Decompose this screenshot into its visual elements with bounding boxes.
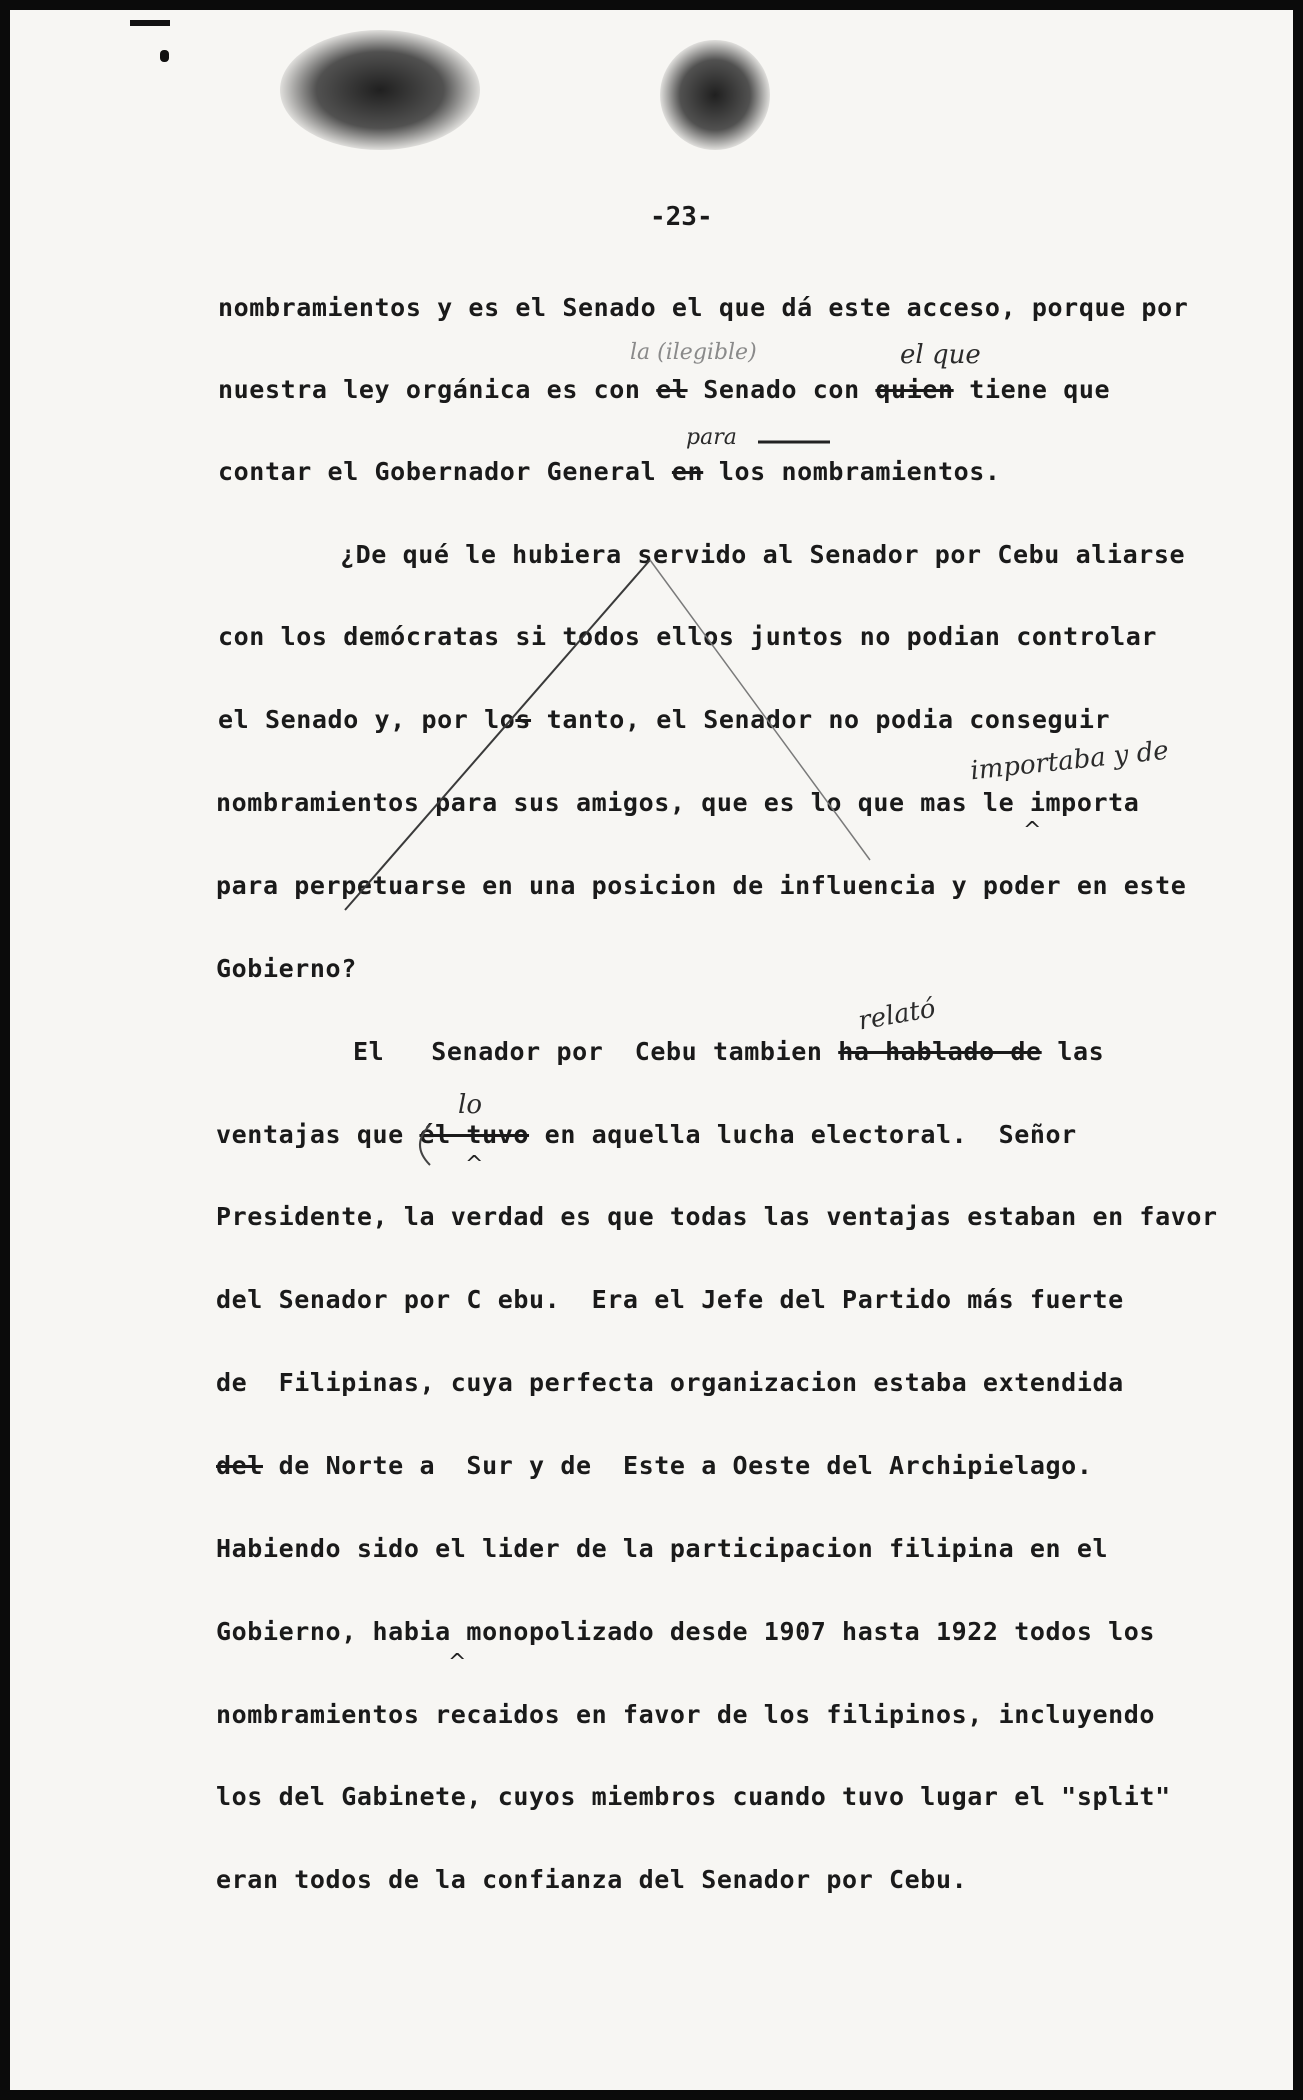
text-line-17: Gobierno, habia monopolizado desde 1907 hasta 1922 todos los [216, 1617, 1156, 1646]
insertion-caret: ^ [448, 1650, 467, 1675]
insertion-caret: ^ [1023, 818, 1042, 843]
text-line-12: Presidente, la verdad es que todas las ventajas estaban en favor [216, 1202, 1218, 1231]
handwritten-insert: relató [855, 993, 938, 1037]
text-line-10: El Senador por Cebu tambien ha hablado de las [353, 1037, 1105, 1066]
text-line-11: ventajas que él tuvo en aquella lucha electoral. Señor [216, 1120, 1077, 1149]
text-line-13: del Senador por C ebu. Era el Jefe del Partido más fuerte [216, 1285, 1124, 1314]
document-page [10, 10, 1293, 2090]
diagonal-cancel-stroke [345, 560, 650, 910]
text-line-7: nombramientos para sus amigos, que es lo que mas le importa [216, 788, 1140, 817]
text-line-18: nombramientos recaidos en favor de los filipinos, incluyendo [216, 1700, 1156, 1729]
text-line-5: con los demócratas si todos ellos juntos no podian controlar [218, 622, 1158, 651]
text-line-4: ¿De qué le hubiera servido al Senador por Cebu aliarse [340, 540, 1186, 569]
text-line-14: de Filipinas, cuya perfecta organizacion estaba extendida [216, 1368, 1124, 1397]
handwritten-insert: la (ilegible) [630, 340, 757, 365]
text-line-15: del de Norte a Sur y de Este a Oeste del Archipielago. [216, 1451, 1093, 1480]
text-line-9: Gobierno? [216, 954, 357, 983]
margin-bracket [420, 1125, 430, 1165]
text-line-20: eran todos de la confianza del Senador por Cebu. [216, 1865, 968, 1894]
pen-strokes [10, 10, 1293, 2090]
text-line-6: el Senado y, por los tanto, el Senador no podia conseguir [218, 705, 1111, 734]
handwritten-insert: para [686, 425, 737, 450]
text-line-19: los del Gabinete, cuyos miembros cuando tuvo lugar el "split" [216, 1782, 1171, 1811]
text-line-16: Habiendo sido el lider de la participacion filipina en el [216, 1534, 1109, 1563]
text-line-8: para perpetuarse en una posicion de influencia y poder en este [216, 871, 1187, 900]
handwritten-insert: el que [900, 340, 981, 370]
handwritten-insert: importaba y de [968, 735, 1171, 787]
handwritten-insert: lo [458, 1090, 482, 1120]
insertion-caret: ^ [465, 1152, 484, 1177]
text-line-2: nuestra ley orgánica es con el Senado con quien tiene que [218, 375, 1111, 404]
page-number: -23- [650, 202, 713, 232]
diagonal-cancel-stroke [650, 560, 870, 860]
text-line-1: nombramientos y es el Senado el que dá este acceso, porque por [218, 293, 1189, 322]
text-line-3: contar el Gobernador General en los nombramientos. [218, 457, 1001, 486]
